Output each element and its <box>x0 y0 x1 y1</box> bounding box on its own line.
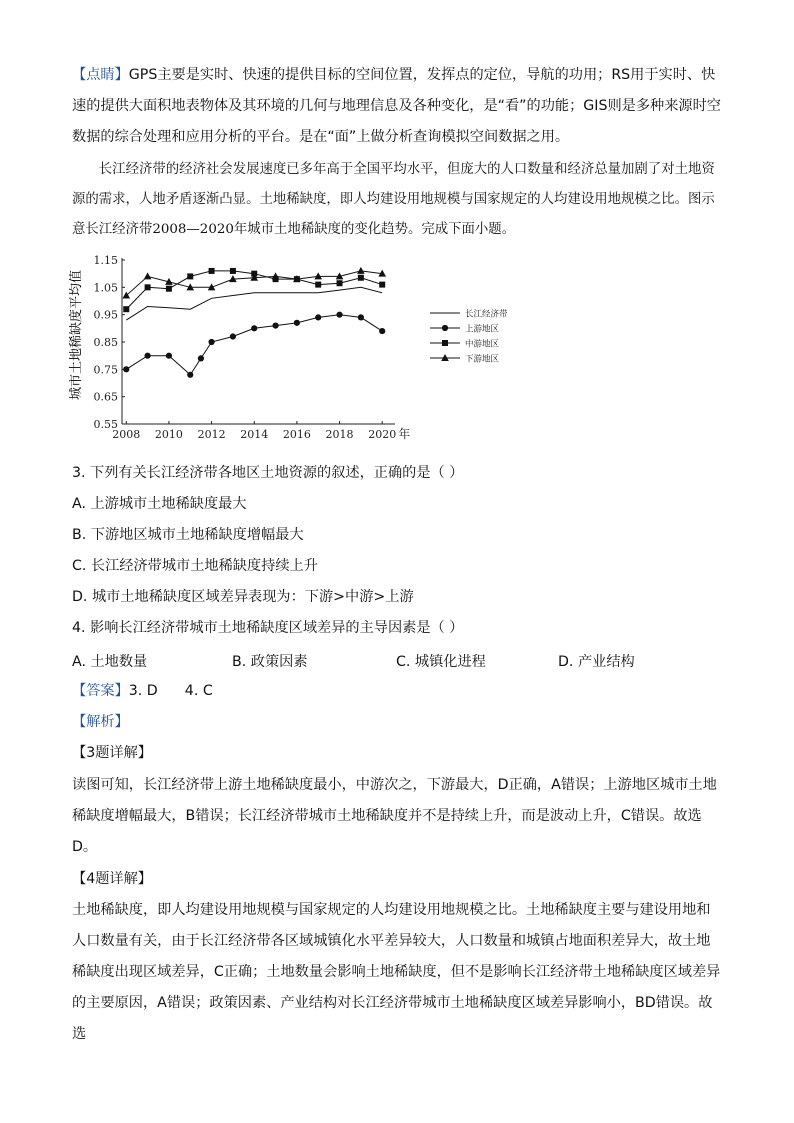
y-axis-label: 城市土地稀缺度平均值 <box>69 269 84 401</box>
data-point-circle <box>272 323 278 329</box>
x-tick-label: 2014 <box>240 428 269 441</box>
dianjing-text: GPS主要是实时、快速的提供目标的空间位置，发挥点的定位，导航的功用；RS用于实时、快速的提供大面积地表物体及其环境的几何与地理信息及各种变化，是“看”的功能；GIS则是多种来源时空数据的综合处理和应用分析的平台。是在“面”上做分析查询模拟空间数据之用。 <box>72 67 721 145</box>
x-tick-label: 2012 <box>197 428 226 441</box>
question-4-option-d: D. 产业结构 <box>558 654 635 670</box>
x-tick-label: 2008 <box>112 428 141 441</box>
detail-3-label: 【3题详解】 <box>72 745 152 761</box>
data-point-circle <box>198 355 204 361</box>
x-tick-label: 2016 <box>282 428 311 441</box>
data-point-triangle <box>357 267 365 274</box>
data-point-circle <box>294 320 300 326</box>
dianjing-label: 【点睛】 <box>72 67 129 83</box>
y-tick-label: 0.95 <box>93 308 118 322</box>
data-point-circle <box>251 325 257 331</box>
data-point-square <box>358 275 364 281</box>
question-4-option-c: C. 城镇化进程 <box>396 654 486 670</box>
question-4-stem: 4. 影响长江经济带城市土地稀缺度区域差异的主导因素是（ ） <box>72 620 464 636</box>
question-4-option-a: A. 土地数量 <box>72 654 148 670</box>
data-point-triangle <box>272 272 280 279</box>
data-point-square <box>442 340 448 346</box>
data-point-circle <box>230 333 236 339</box>
series-1 <box>123 312 385 378</box>
data-point-triangle <box>144 272 152 279</box>
answer-text: 3. D 4. C <box>128 683 213 699</box>
data-point-triangle <box>314 272 322 279</box>
data-point-circle <box>315 314 321 320</box>
data-point-circle <box>123 366 129 372</box>
data-point-circle <box>379 328 385 334</box>
data-point-square <box>230 268 236 274</box>
data-point-circle <box>187 372 193 378</box>
data-point-square <box>209 268 215 274</box>
data-point-square <box>379 282 385 288</box>
y-tick-label: 0.85 <box>93 336 118 349</box>
data-point-circle <box>358 314 364 320</box>
legend-label: 上游地区 <box>465 324 500 335</box>
y-tick-label: 1.15 <box>93 254 118 267</box>
question-3-option-d: D. 城市土地稀缺度区域差异表现为：下游>中游>上游 <box>72 589 414 605</box>
data-point-circle <box>442 325 448 331</box>
data-point-square <box>123 306 129 312</box>
data-point-square <box>187 273 193 279</box>
data-point-circle <box>166 353 172 359</box>
question-4-options <box>72 651 724 671</box>
y-tick-label: 0.65 <box>93 390 118 404</box>
data-point-square <box>166 286 172 292</box>
data-point-circle <box>336 312 342 318</box>
y-tick-label: 0.75 <box>93 363 118 377</box>
data-point-circle <box>144 353 150 359</box>
x-axis-unit: 年 <box>398 427 411 441</box>
question-3-option-b: B. 下游地区城市土地稀缺度增幅最大 <box>72 527 304 543</box>
detail-4-label: 【4题详解】 <box>72 871 152 887</box>
legend-label: 长江经济带 <box>465 309 508 320</box>
data-point-square <box>315 282 321 288</box>
answer-line <box>72 676 724 707</box>
question-4-option-b: B. 政策因素 <box>232 654 308 670</box>
detail-3-text: 读图可知，长江经济带上游土地稀缺度最小，中游次之，下游最大，D正确，A错误；上游地区城市土地稀缺度增幅最大，B错误；长江经济带城市土地稀缺度并不是持续上升，而是波动上升，C错误。故选D。 <box>72 777 717 855</box>
question-3-stem: 3. 下列有关长江经济带各地区土地资源的叙述，正确的是（ ） <box>72 465 464 481</box>
y-tick-label: 1.05 <box>93 281 118 295</box>
data-point-square <box>145 284 151 290</box>
data-point-square <box>337 280 343 286</box>
question-3-option-a: A. 上游城市土地稀缺度最大 <box>72 496 247 512</box>
data-point-circle <box>208 339 214 345</box>
x-tick-label: 2020 <box>368 428 397 441</box>
intro-paragraph: 长江经济带的经济社会发展速度已多年高于全国平均水平，但庞大的人口数量和经济总量加剧了对土地资源的需求，人地矛盾逐渐凸显。土地稀缺度，即人均建设用地规模与国家规定的人均建设用地规模之比。图示意长江经济带2008—2020年城市土地稀缺度的变化趋势。完成下面小题。 <box>72 162 715 237</box>
legend-label: 中游地区 <box>465 339 500 350</box>
land-scarcity-line-chart <box>60 246 520 446</box>
y-tick-label: 0.55 <box>93 418 118 431</box>
question-3 <box>72 458 724 613</box>
analysis-label: 【解析】 <box>72 714 129 730</box>
x-tick-label: 2018 <box>325 428 354 441</box>
series-line <box>126 315 382 375</box>
x-tick-label: 2010 <box>154 428 183 441</box>
dianjing-paragraph <box>72 60 724 153</box>
answer-label: 【答案】 <box>72 683 129 699</box>
legend-label: 下游地区 <box>465 354 500 365</box>
question-3-option-c: C. 长江经济带城市土地稀缺度持续上升 <box>72 558 318 574</box>
detail-4-text: 土地稀缺度，即人均建设用地规模与国家规定的人均建设用地规模之比。土地稀缺度主要与建设用地和人口数量有关，由于长江经济带各区域城镇化水平差异较大，人口数量和城镇占地面积差异大，故土地稀缺度出现区域差异，C正确；土地数量会影响土地稀缺度，但不是影响长江经济带土地稀缺度区域差异的主要原因，A错误；政策因素、产业结构对长江经济带城市土地稀缺度区域差异影响小，BD错误。故选 <box>72 902 721 1042</box>
